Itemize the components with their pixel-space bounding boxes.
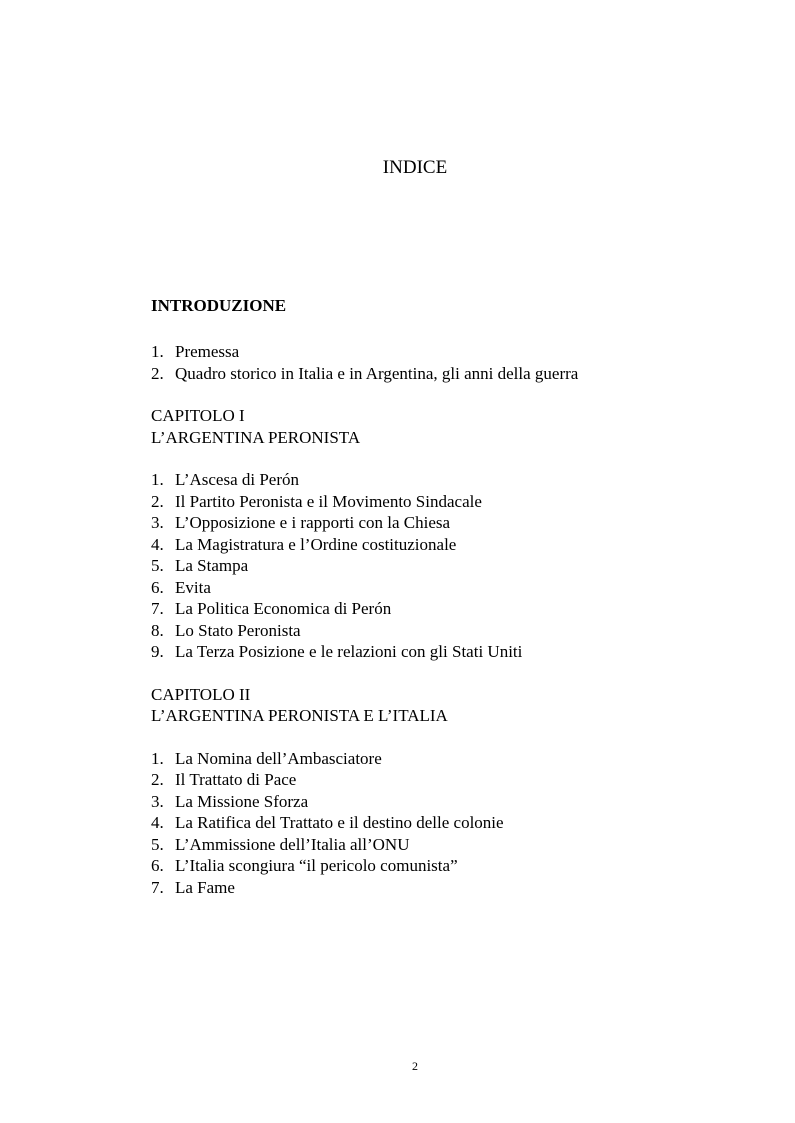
introduction-heading: INTRODUZIONE [151,296,287,315]
toc-entry-number: 1. [151,470,164,489]
toc-entry [151,598,591,620]
toc-entry [151,834,591,856]
toc-entry-number: 2. [151,363,164,383]
page-title: INDICE [382,157,448,178]
toc-entry [151,512,591,534]
toc-entry-number: 9. [151,642,164,661]
toc-entry-number: 2. [151,491,164,511]
toc-entry-text: L’Ascesa di Perón [175,470,300,489]
toc-entry-text: Evita [175,577,211,597]
toc-entry [151,341,591,363]
toc-entry [151,748,591,770]
toc-entry-text: Premessa [175,342,240,361]
toc-entry [151,491,591,513]
toc-entry-number: 6. [151,577,164,597]
toc-entry [151,555,591,577]
chapter-1-label: CAPITOLO I [151,406,245,425]
toc-entry [151,363,591,385]
toc-entry-text: L’Italia scongiura “il pericolo comunista” [175,856,458,875]
toc-entry-text: La Fame [175,877,235,897]
toc-entry-number: 1. [151,748,164,768]
toc-entry [151,855,591,877]
table-of-contents [151,295,591,898]
toc-entry-number: 1. [151,342,164,361]
toc-entry-text: La Nomina dell’Ambasciatore [175,748,382,768]
toc-entry-text: La Magistratura e l’Ordine costituzionale [175,534,457,554]
toc-entry-text: Quadro storico in Italia e in Argentina, gli anni della guerra [175,363,579,383]
chapter-1-list [151,469,591,663]
toc-entry [151,469,591,491]
toc-entry-number: 3. [151,513,164,532]
chapter-2-title: L’ARGENTINA PERONISTA E L’ITALIA [151,706,448,725]
toc-entry-text: Lo Stato Peronista [175,620,301,640]
toc-entry-text: Il Partito Peronista e il Movimento Sindacale [175,491,482,511]
toc-entry-number: 5. [151,834,164,854]
toc-entry [151,812,591,834]
toc-entry-number: 3. [151,791,164,811]
toc-entry-text: La Terza Posizione e le relazioni con gli Stati Uniti [175,642,523,661]
toc-entry-text: La Stampa [175,556,249,575]
toc-entry-number: 2. [151,770,164,789]
toc-entry-number: 4. [151,534,164,554]
toc-entry-text: L’Ammissione dell’Italia all’ONU [175,834,410,854]
toc-entry [151,877,591,899]
toc-entry-text: Il Trattato di Pace [175,770,297,789]
chapter-2-label: CAPITOLO II [151,684,251,704]
toc-entry [151,577,591,599]
toc-entry [151,534,591,556]
toc-entry-number: 7. [151,877,164,897]
chapter-2-list [151,748,591,899]
chapter-1-title: L’ARGENTINA PERONISTA [151,427,361,447]
toc-entry-number: 6. [151,856,164,875]
toc-entry-number: 8. [151,620,164,640]
introduction-list [151,341,591,384]
toc-entry-text: L’Opposizione e i rapporti con la Chiesa [175,513,451,532]
toc-entry-text: La Ratifica del Trattato e il destino delle colonie [175,813,504,832]
toc-entry [151,620,591,642]
toc-entry [151,769,591,791]
toc-entry [151,791,591,813]
toc-entry-number: 4. [151,813,164,832]
toc-entry [151,641,591,663]
page-number: 2 [412,1059,418,1073]
toc-entry-text: La Politica Economica di Perón [175,599,392,618]
toc-entry-number: 5. [151,556,164,575]
toc-entry-text: La Missione Sforza [175,791,309,811]
toc-entry-number: 7. [151,599,164,618]
